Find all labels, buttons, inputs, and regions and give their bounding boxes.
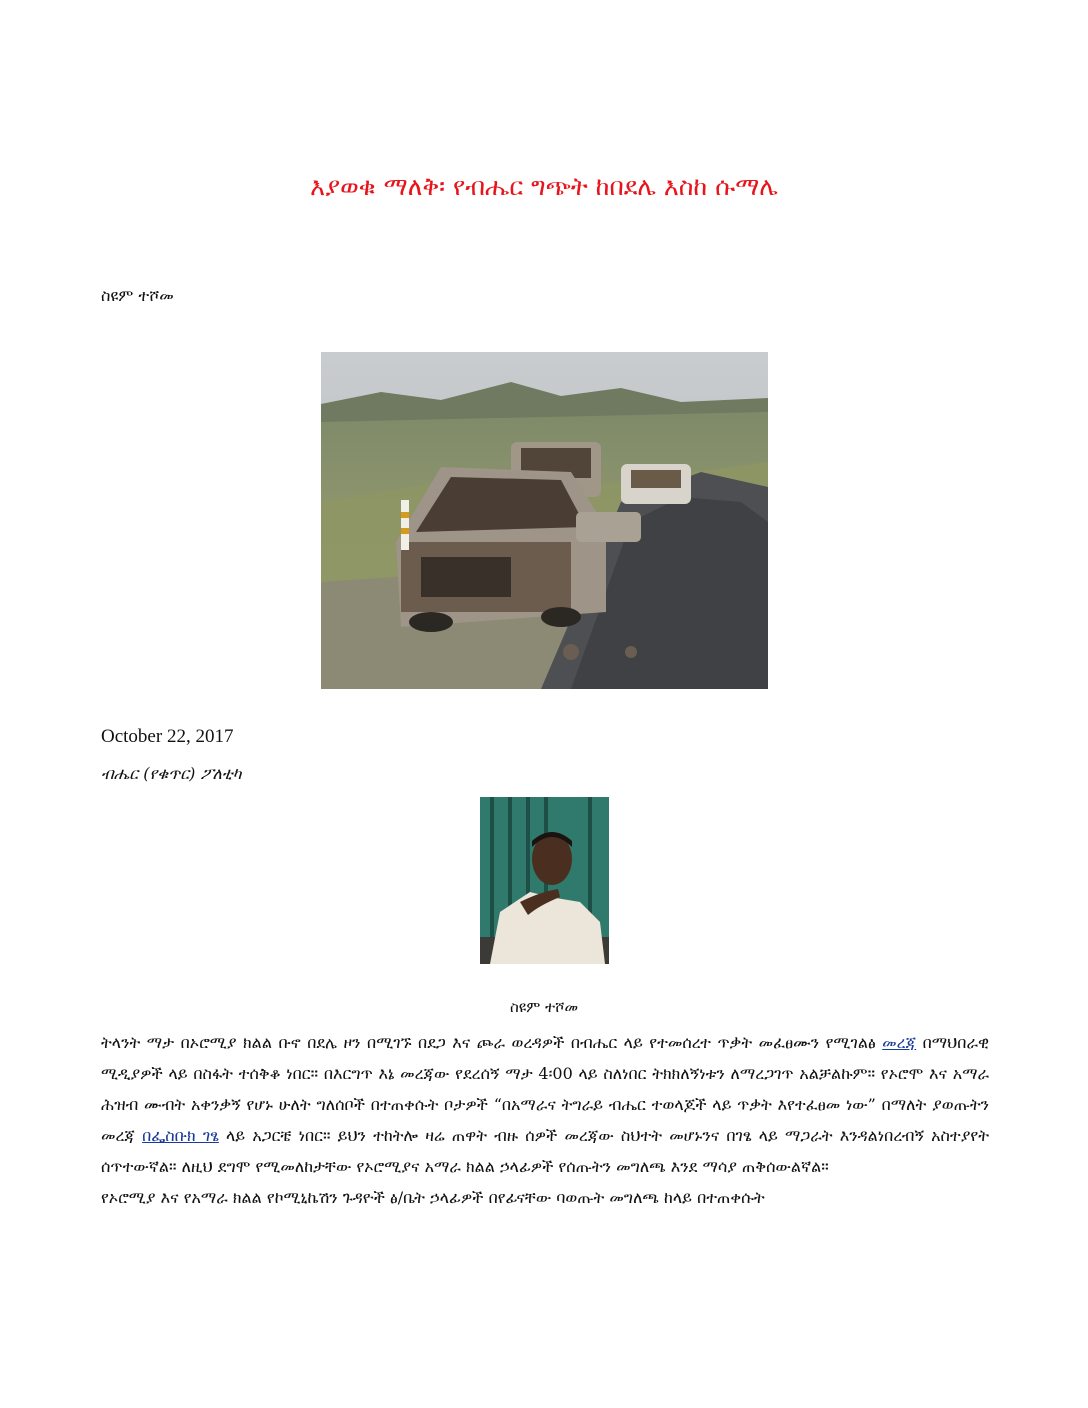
paragraph-2: የኦሮሚያ እና የአማራ ክልል የኮሚኒኬሽን ጉዳዮች ፅ/ቤት ኃላፊዎች በየፊናቸው ባወጡት መግለጫ ከላይ በተጠቀሱት bbox=[101, 1188, 765, 1207]
article-body bbox=[101, 1027, 989, 1213]
article-category: ብሔር (የቁጥር) ፖለቲካ bbox=[101, 764, 242, 783]
author-portrait-photo bbox=[480, 797, 609, 964]
article-date: October 22, 2017 bbox=[101, 726, 234, 747]
author-byline: ስዩም ተሾመ bbox=[101, 286, 174, 305]
burned-vehicles-photo bbox=[321, 352, 768, 689]
portrait-caption: ስዩም ተሾመ bbox=[509, 998, 579, 1016]
article-title: እያወቁ ማለቅ፡ የብሔር ግጭት ከበደሌ እስከ ሱማሌ bbox=[310, 172, 778, 201]
information-link[interactable]: መረጃ bbox=[882, 1033, 917, 1052]
paragraph-1 bbox=[101, 1027, 989, 1182]
paragraph-1-text-c: ላይ አጋርቼ ነበር። ይህን ተከትሎ ዛሬ ጠዋት ብዙ ሰዎች መረጃው ስህተት መሆኑንና በገፄ ላይ ማጋራት እንዳልነበረብኝ አስተያየት ሰጥተውኛል። ለዚህ ደግሞ የሚመለከታቸው የኦሮሚያና አማራ ክልል ኃላፊዎች የሰጡትን መግለጫ እንደ ማሳያ ጠቅሰውልኛል። bbox=[101, 1126, 990, 1176]
paragraph-1-text-b: በማህበራዊ ሚዲያዎች ላይ በስፋት ተሰቅቆ ነበር። በእርግጥ እኔ መረጃው የደረሰኝ ማታ 4፡00 ላይ ስለነበር ትክክለኝነቱን ለማረጋገጥ አልቻልኩም። የኦሮሞ እና አማራ ሕዝብ ሙብት አቀንቃኝ የሆኑ ሁለት ግለሰቦች በተጠቀሱት ቦታዎች “በአማራና ትግራይ ብሔር ተወላጆች ላይ ጥቃት እየተፈፀመ ነው” በማለት ያወጡትን መረጃ bbox=[101, 1033, 990, 1145]
facebook-page-link[interactable]: በፌስቡክ ገፄ bbox=[142, 1126, 219, 1145]
paragraph-1-text-a: ትላንት ማታ በኦሮሚያ ክልል ቡኖ በደሌ ዞን በሚገኙ በደጋ እና ጮራ ወረዳዎች በብሔር ላይ የተመሰረተ ጥቃት መፈፀሙን የሚገልፅ bbox=[101, 1033, 883, 1052]
